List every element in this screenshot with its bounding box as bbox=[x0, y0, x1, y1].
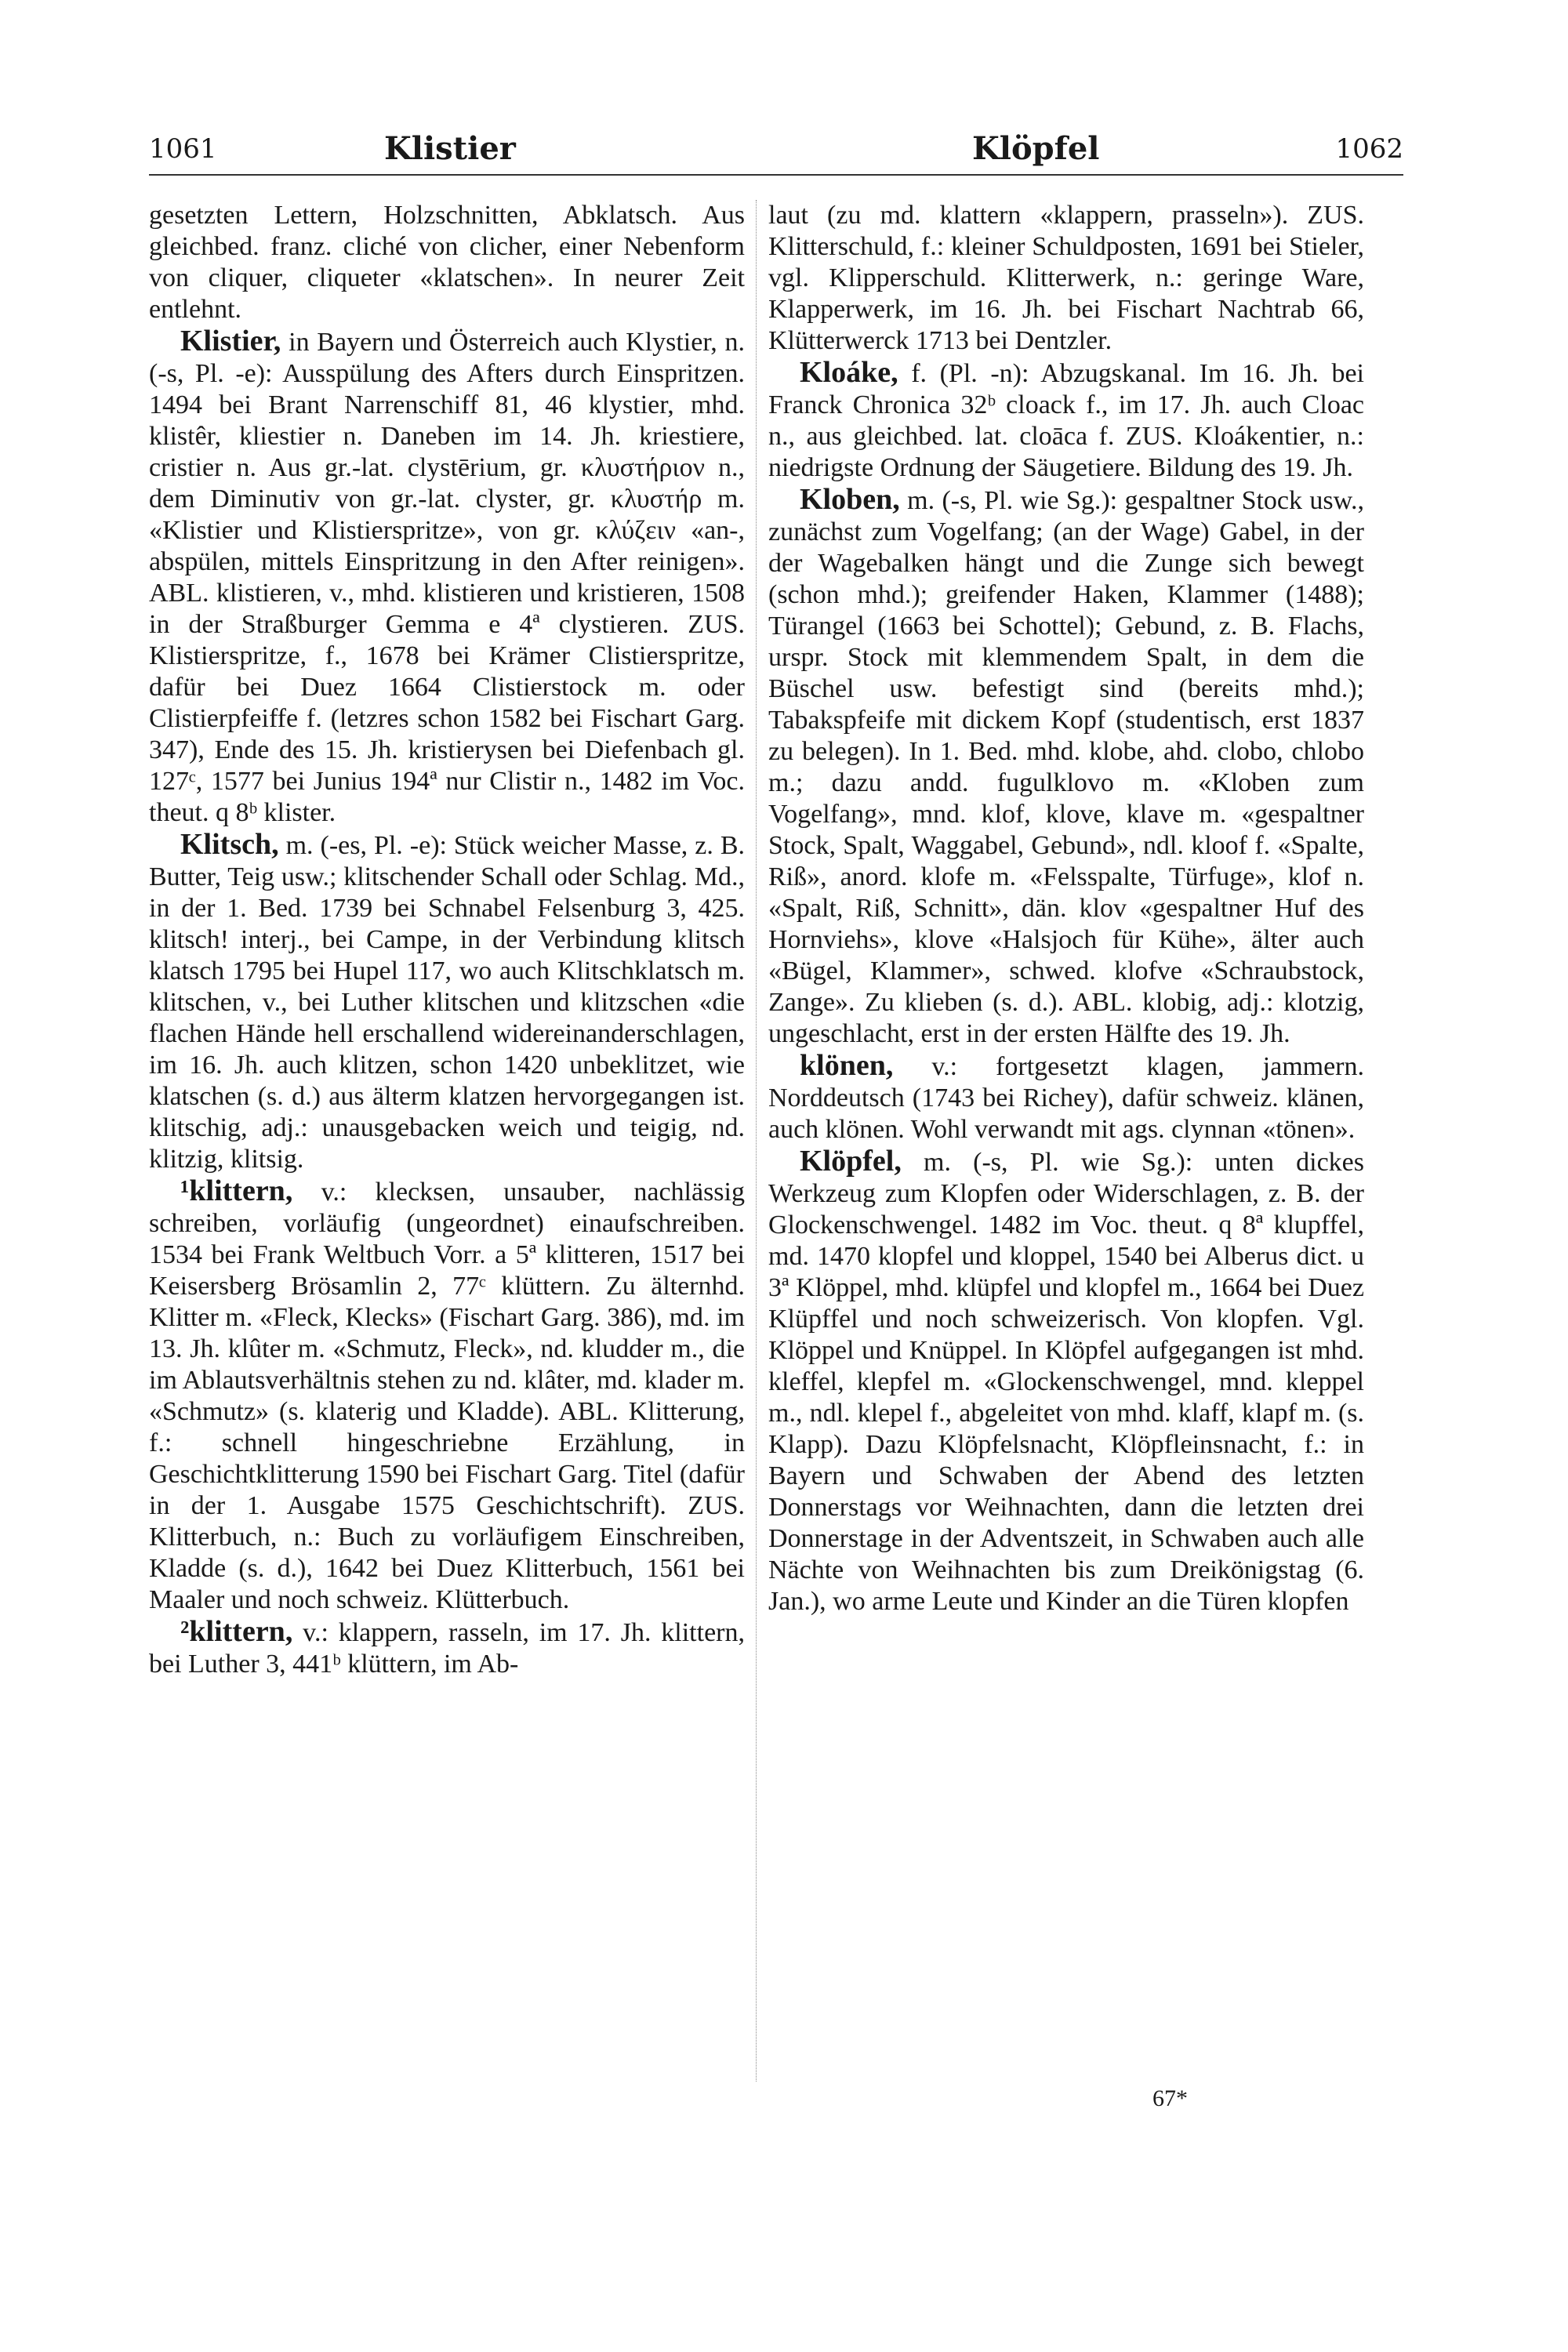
entry-body: v.: fortgesetzt klagen, jammern. Norddeutsch (1743 bei Richey), dafür schweiz. klänen, auch klönen. Wohl verwandt mit ags. clynnan «tönen». bbox=[768, 1052, 1364, 1144]
entry-kloenen bbox=[768, 1050, 1364, 1145]
running-header bbox=[149, 125, 1403, 180]
headword-left: Klistier bbox=[384, 130, 516, 167]
header-rule bbox=[149, 174, 1403, 176]
entry-continuation: gesetzten Lettern, Holzschnitten, Abklatsch. Aus gleichbed. franz. cliché von clicher, einer Nebenform von cliquer, cliqueter «klatschen». In neurer Zeit entlehnt. bbox=[149, 201, 745, 324]
entry-body: v.: klecksen, unsauber, nachlässig schreiben, vorläufig (ungeordnet) einaufschreiben. 1534 bei Frank Weltbuch Vorr. a 5ª klitteren, 1517 bei Keisersberg Brösamlin 2, 77ᶜ klüttern. Zu älternhd. Klitter m. «Fleck, Klecks» (Fischart Garg. 386), md. im 13. Jh. klûter m. «Schmutz, Fleck», nd. kludder m., die im Ablautsverhältnis stehen zu nd. klâter, md. klader m. «Schmutz» (s. klaterig und Kladde). ABL. Klitterung, f.: schnell hingeschriebne Erzählung, in Geschichtklitterung 1590 bei Fischart Garg. Titel (dafür in der 1. Ausgabe 1575 Geschichtschrift). ZUS. Klitterbuch, n.: Buch zu vorläufigem Einschreiben, Kladde (s. d.), 1642 bei Duez Klitterbuch, 1561 bei Maaler und noch schweiz. Klütterbuch. bbox=[149, 1178, 745, 1614]
page-number-left: 1061 bbox=[149, 133, 217, 165]
right-column bbox=[768, 200, 1364, 1617]
lemma: Kloáke, bbox=[800, 356, 898, 389]
entry-kloake bbox=[768, 357, 1364, 484]
entry-continuation: laut (zu md. klattern «klappern, prasseln»). ZUS. Klitterschuld, f.: kleiner Schuldposten, 1691 bei Stieler, vgl. Klipperschuld. Klitterwerk, n.: geringe Ware, Klapperwerk, im 16. Jh. bei Fischart Nachtrab 66, Klütterwerck 1713 bei Dentzler. bbox=[768, 201, 1364, 355]
entry-body: v.: klappern, rasseln, im 17. Jh. klittern, bei Luther 3, 441ᵇ klüttern, im Ab- bbox=[149, 1618, 745, 1679]
entry-klistier bbox=[149, 325, 745, 829]
lemma: klönen, bbox=[800, 1049, 894, 1082]
dictionary-page bbox=[149, 125, 1403, 2111]
entry-kloepfel bbox=[768, 1145, 1364, 1617]
entry-klitsch bbox=[149, 829, 745, 1175]
lemma: ²klittern, bbox=[180, 1615, 293, 1648]
page-number-right: 1062 bbox=[1335, 133, 1403, 165]
entry-body: m. (-s, Pl. wie Sg.): unten dickes Werkzeug zum Klopfen oder Widerschlagen, z. B. der Glockenschwengel. 1482 im Voc. theut. q 8ª klupffel, md. 1470 klopfel und kloppel, 1540 bei Alberus dict. u 3ª Klöppel, mhd. klüpfel und klopfel m., 1664 bei Duez Klüpffel und noch schweizerisch. Von klopfen. Vgl. Klöppel und Knüppel. In Klöpfel aufgegangen ist mhd. kleffel, klepfel m. «Glockenschwengel, mnd. kleppel m., ndl. klepel f., abgeleitet von mhd. klaff, klapf m. (s. Klapp). Dazu Klöpfelsnacht, Klöpfleinsnacht, f.: in Bayern und Schwaben der Abend des letzten Donnerstags vor Weihnachten, dann die letzten drei Donnerstage in der Adventszeit, in Schwaben auch alle Nächte von Weihnachten bis zum Dreikönigstag (6. Jan.), wo arme Leute und Kinder an die Türen klopfen bbox=[768, 1148, 1364, 1616]
entry-body: f. (Pl. -n): Abzugskanal. Im 16. Jh. bei Franck Chronica 32ᵇ cloack f., im 17. Jh. auch Cloac n., aus gleichbed. lat. cloāca f. ZUS. Kloákentier, n.: niedrigste Ordnung der Säugetiere. Bildung des 19. Jh. bbox=[768, 359, 1364, 482]
lemma: Kloben, bbox=[800, 483, 900, 516]
entry-body: in Bayern und Österreich auch Klystier, n. (-s, Pl. -e): Ausspülung des Afters durch Einspritzen. 1494 bei Brant Narrenschiff 81, 46 klystier, mhd. klistêr, kliestier n. Daneben im 14. Jh. kriestiere, cristier n. Aus gr.-lat. clystērium, gr. κλυστήριον n., dem Diminutiv von gr.-lat. clyster, gr. κλυστήρ m. «Klistier und Klistierspritze», von gr. κλύζειν «an-, abspülen, mittels Einspritzung in den After reinigen». ABL. klistieren, v., mhd. klistieren und kristieren, 1508 in der Straßburger Gemma e 4ª clystieren. ZUS. Klistierspritze, f., 1678 bei Krämer Clistierspritze, dafür bei Duez 1664 Clistierstock m. oder Clistierpfeiffe f. (letzres schon 1582 bei Fischart Garg. 347), Ende des 15. Jh. kristierysen bei Diefenbach gl. 127ᶜ, 1577 bei Junius 194ª nur Clistir n., 1482 im Voc. theut. q 8ᵇ klister. bbox=[149, 328, 745, 827]
entry-body: m. (-s, Pl. wie Sg.): gespaltner Stock usw., zunächst zum Vogelfang; (an der Wage) Gabel, in der der Wagebalken hängt und die Zunge sich bewegt (schon mhd.); greifender Haken, Klammer (1488); Türangel (1663 bei Schottel); Gebund, z. B. Flachs, urspr. Stock mit klemmendem Spalt, in dem die Büschel usw. befestigt sind (bereits mhd.); Tabakspfeife mit dickem Kopf (studentisch, erst 1837 zu belegen). In 1. Bed. mhd. klobe, ahd. clobo, chlobo m.; dazu andd. fugulklovo m. «Kloben zum Vogelfang», mnd. klof, klove, klave m. «gespaltner Stock, Spalt, Waggabel, Gebund», ndl. kloof f. «Spalte, Riß», anord. klofe m. «Felsspalte, Türfuge», klof n. «Spalt, Riß, Schnitt», dän. klov «gespaltner Huf des Hornviehs», klove «Halsjoch für Kühe», älter auch «Bügel, Klammer», schwed. klofve «Schraubstock, Zange». Zu klieben (s. d.). ABL. klobig, adj.: klotzig, ungeschlacht, erst in der ersten Hälfte des 19. Jh. bbox=[768, 486, 1364, 1048]
lemma: Klitsch, bbox=[180, 828, 279, 861]
column-divider bbox=[756, 200, 757, 2082]
entry-klittern-1 bbox=[149, 1175, 745, 1616]
signature-mark: 67* bbox=[1152, 2085, 1188, 2111]
lemma: Klöpfel, bbox=[800, 1145, 902, 1178]
lemma: ¹klittern, bbox=[180, 1174, 293, 1207]
left-column bbox=[149, 200, 745, 1680]
headword-right: Klöpfel bbox=[972, 130, 1100, 167]
entry-klittern-2 bbox=[149, 1616, 745, 1680]
entry-kloben bbox=[768, 484, 1364, 1050]
lemma: Klistier, bbox=[180, 325, 281, 358]
entry-body: m. (-es, Pl. -e): Stück weicher Masse, z. B. Butter, Teig usw.; klitschender Schall oder Schlag. Md., in der 1. Bed. 1739 bei Schnabel Felsenburg 3, 425. klitsch! interj., bei Campe, in der Verbindung klitsch klatsch 1795 bei Hupel 117, wo auch Klitschklatsch m. klitschen, v., bei Luther klitschen und klitzschen «die flachen Hände hell erschallend widereinanderschlagen, im 16. Jh. auch klitzen, schon 1420 unbeklitzet, wie klatschen (s. d.) aus älterm klatzen hervorgegangen ist. klitschig, adj.: unausgebacken weich und teigig, nd. klitzig, klitsig. bbox=[149, 831, 745, 1174]
